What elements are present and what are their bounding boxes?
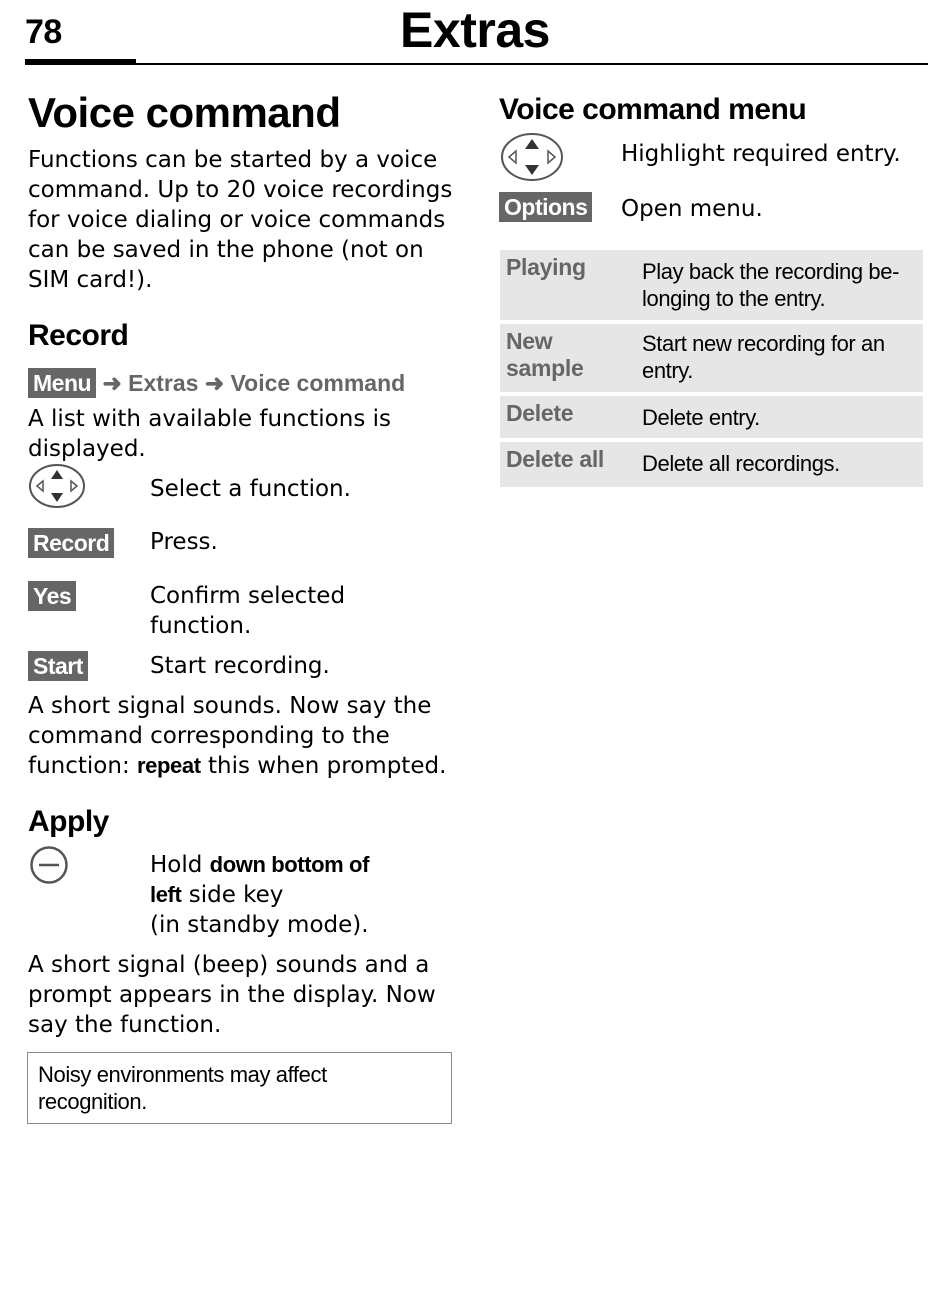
menu-path <box>28 368 405 398</box>
signal-text-end: this when prompted. <box>207 753 447 779</box>
step-button-wrap <box>28 528 114 558</box>
menu-step-text: Highlight required entry. <box>621 141 901 167</box>
menu-step-button-wrap <box>499 192 592 222</box>
yes-softkey-button[interactable]: Yes <box>28 581 76 611</box>
record-softkey-button[interactable]: Record <box>28 528 114 558</box>
signal-bold: repeat <box>137 753 201 778</box>
step-button-wrap <box>28 651 88 681</box>
menu-option-label: Delete all <box>506 446 604 472</box>
menu-option-label: Delete <box>506 400 574 426</box>
intro-paragraph: Functions can be started by a voice command. Up to 20 voice recordings for voice dialing or voice commands can be saved in the phone (not on SIM card!). <box>28 147 453 293</box>
step-text: Select a function. <box>150 476 351 502</box>
apply-step-pre: Hold <box>150 852 203 878</box>
signal-paragraph <box>28 691 468 781</box>
menu-option-label: New sample <box>506 328 584 381</box>
apply-heading: Apply <box>28 805 109 838</box>
menu-option-description: Play back the recording be-longing to the entry. <box>642 259 900 311</box>
list-description: A list with available functions is displayed. <box>28 406 391 462</box>
apply-step-post: side key <box>188 882 284 908</box>
apply-step-bold-2: left <box>150 882 182 907</box>
note-text: Noisy environments may affect recognition. <box>38 1062 327 1114</box>
navigation-key-icon <box>28 463 86 509</box>
menu-option-description: Delete all recordings. <box>642 451 840 476</box>
step-text: Start recording. <box>150 653 330 679</box>
side-key-minus-icon <box>29 845 69 885</box>
path-arrow-icon: ➜ <box>204 370 225 396</box>
apply-step-text <box>150 850 410 940</box>
page-number: 78 <box>25 13 62 51</box>
menu-option-label: Playing <box>506 254 586 280</box>
apply-step-bold: down bottom of <box>209 852 370 877</box>
apply-result-paragraph: A short signal (beep) sounds and a prompt appears in the display. Now say the function. <box>28 952 436 1038</box>
note-box <box>27 1052 452 1124</box>
menu-softkey-button[interactable]: Menu <box>28 368 96 398</box>
path-item-extras: Extras <box>128 370 199 396</box>
menu-option-row <box>500 324 923 392</box>
menu-option-row <box>500 396 923 438</box>
signal-text: A short signal sounds. Now say the command corresponding to the function: <box>28 693 432 779</box>
menu-option-row <box>500 442 923 487</box>
navigation-key-icon <box>500 132 564 182</box>
apply-step-note: (in standby mode). <box>150 912 369 938</box>
page-header <box>0 0 950 70</box>
menu-section-title: Voice command menu <box>499 93 807 126</box>
options-softkey-button[interactable]: Options <box>499 192 592 222</box>
start-softkey-button[interactable]: Start <box>28 651 88 681</box>
menu-option-description: Delete entry. <box>642 405 760 430</box>
menu-option-description: Start new recording for an entry. <box>642 331 885 383</box>
section-title: Voice command <box>28 89 341 136</box>
path-arrow-icon: ➜ <box>102 370 122 396</box>
chapter-title: Extras <box>400 2 550 58</box>
path-item-voice-command: Voice command <box>230 370 406 396</box>
header-thin-rule <box>25 63 928 65</box>
step-text: Confirm selected function. <box>150 583 346 639</box>
step-text: Press. <box>150 529 218 555</box>
menu-option-row <box>500 250 923 320</box>
record-heading: Record <box>28 319 129 352</box>
step-button-wrap <box>28 581 76 611</box>
menu-step-text: Open menu. <box>621 196 763 222</box>
